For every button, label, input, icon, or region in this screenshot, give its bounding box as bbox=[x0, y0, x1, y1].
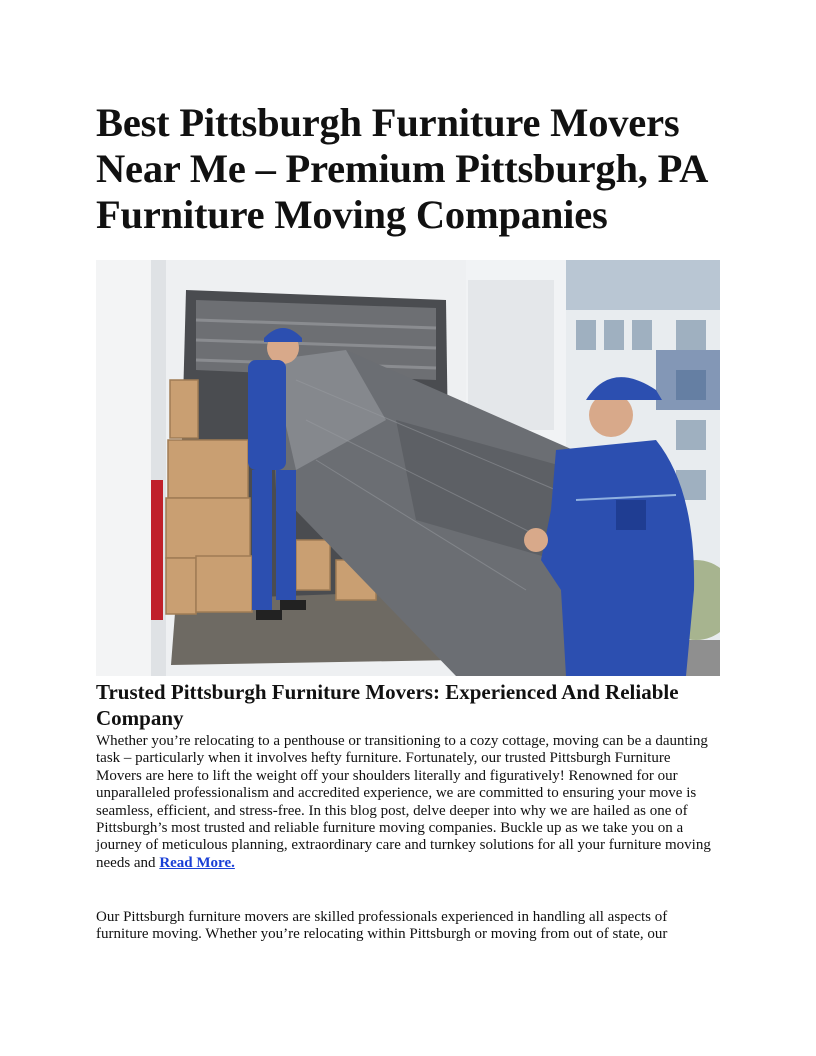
intro-paragraph-text: Whether you’re relocating to a penthouse or transitioning to a cozy cottage, moving can be a daunting task – particularly when it involves hefty furniture. Fortunately, our trusted Pittsburgh Furniture Movers are here to lift the weight off your shoulders literally and figuratively! Renowned for our unparalleled professionalism and accredited experience, we are committed to ensuring your move is seamless, efficient, and stress-free. In this blog post, delve deeper into why we are hailed as one of Pittsburgh’s most trusted and reliable furniture moving companies. Buckle up as we take you on a journey of meticulous planning, extraordinary care and turnkey solutions for all your furniture moving needs and bbox=[96, 733, 711, 871]
section-heading: Trusted Pittsburgh Furniture Movers: Experienced And Reliable Company bbox=[96, 680, 679, 730]
read-more-link[interactable]: Read More. bbox=[159, 854, 235, 871]
movers-illustration bbox=[96, 260, 720, 676]
page-title: Best Pittsburgh Furniture Movers Near Me – Premium Pittsburgh, PA Furniture Moving Companies bbox=[96, 100, 706, 237]
intro-paragraph bbox=[96, 733, 720, 872]
hero-photo bbox=[96, 260, 720, 676]
body-paragraph: Our Pittsburgh furniture movers are skilled professionals experienced in handling all aspects of furniture moving. Whether you’re relocating within Pittsburgh or moving from out of state, our bbox=[96, 909, 668, 943]
